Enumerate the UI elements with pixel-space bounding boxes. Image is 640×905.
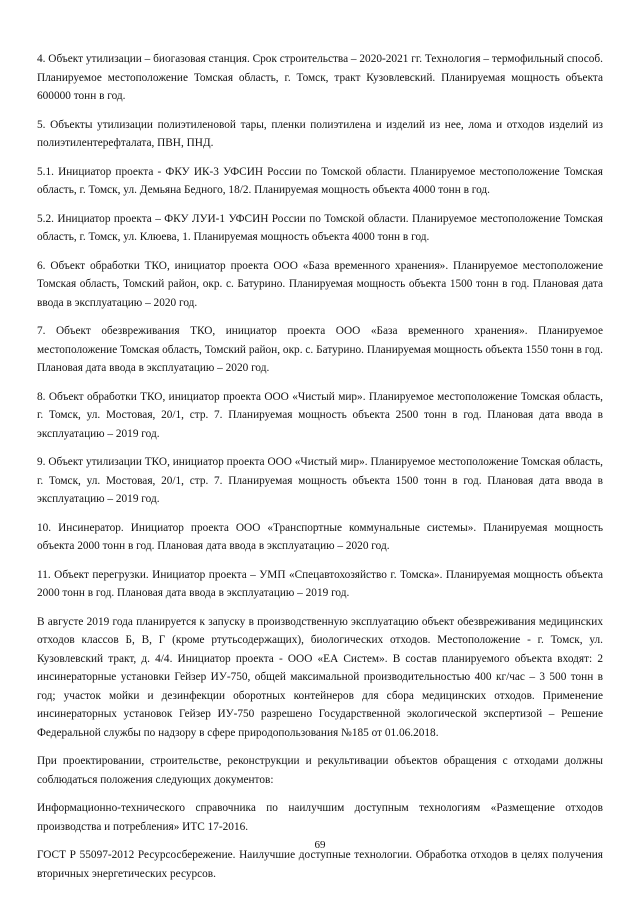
paragraph-item-9: 9. Объект утилизации ТКО, инициатор проекта ООО «Чистый мир». Планируемое местоположение Томская область, г. Томск, ул. Мостовая, 20/1, стр. 7. Планируемая мощность объекта 1500 тонн в год. Плановая дата ввода в эксплуатацию – 2019 год.: [37, 456, 603, 505]
paragraph-item-8: 8. Объект обработки ТКО, инициатор проекта ООО «Чистый мир». Планируемое местоположение Томская область, г. Томск, ул. Мостовая, 20/1, стр. 7. Планируемая мощность объекта 2500 тонн в год. Плановая дата ввода в эксплуатацию – 2019 год.: [37, 390, 603, 440]
paragraph-item-5-2: 5.2. Инициатор проекта – ФКУ ЛУИ-1 УФСИН России по Томской области. Планируемое местоположение Томская область, г. Томск, ул. Клюева, 1. Планируемая мощность объекта 4000 тонн в год.: [37, 212, 603, 243]
paragraph-item-5: 5. Объекты утилизации полиэтиленовой тары, пленки полиэтилена и изделий из нее, лома и отходов изделий из полиэтилентерефталата, ПВН, ПНД.: [37, 118, 603, 149]
page-number: 69: [314, 839, 326, 851]
paragraph-medical-waste: В августе 2019 года планируется к запуску в производственную эксплуатацию объект обезвреживания медицинских отходов классов Б, В, Г (кроме ртутьсодержащих), биологических отходов. Местоположение - г. Томск, ул. Кузовлевский тракт, д. 4/4. Инициатор проекта - ООО «ЕА Систем». В состав планируемого объекта входят: 2 инсинераторные установки Гейзер ИУ-750, общей максимальной производительностью 400 кг/час – 3 500 тонн в год; участок мойки и дезинфекции оборотных контейнеров для сбора медицинских отходов. Применение инсинераторных установок Гейзер ИУ-750 разрешено Государственной экологической экспертизой – Решение Федеральной службы по надзору в сфере природопользования №185 от 01.06.2018.: [37, 615, 603, 739]
paragraph-design-requirements: При проектировании, строительстве, реконструкции и рекультивации объектов обращения с отходами должны соблюдаться положения следующих документов:: [37, 755, 603, 786]
paragraph-item-5-1: 5.1. Инициатор проекта - ФКУ ИК-3 УФСИН России по Томской области. Планируемое местоположение Томская область, г. Томск, ул. Демьяна Бедного, 18/2. Планируемая мощность объекта 4000 тонн в год.: [37, 165, 603, 196]
paragraph-item-6: 6. Объект обработки ТКО, инициатор проекта ООО «База временного хранения». Планируемое местоположение Томская область, Томский район, окр. с. Батурино. Планируемая мощность объекта 1500 тонн в год. Плановая дата ввода в эксплуатацию – 2020 год.: [37, 259, 603, 309]
paragraph-its-reference: Информационно-технического справочника по наилучшим доступным технологиям «Размещение отходов производства и потребления» ИТС 17-2016.: [37, 802, 603, 833]
paragraph-item-11: 11. Объект перегрузки. Инициатор проекта – УМП «Спецавтохозяйство г. Томска». Планируемая мощность объекта 2000 тонн в год. Плановая дата ввода в эксплуатацию – 2019 год.: [37, 568, 603, 599]
paragraph-item-10: 10. Инсинератор. Инициатор проекта ООО «Транспортные коммунальные системы». Планируемая мощность объекта 2000 тонн в год. Плановая дата ввода в эксплуатацию – 2020 год.: [37, 521, 603, 552]
paragraph-item-7: 7. Объект обезвреживания ТКО, инициатор проекта ООО «База временного хранения». Планируемое местоположение Томская область, Томский район, окр. с. Батурино. Планируемая мощность объекта 1550 тонн в год. Плановая дата ввода в эксплуатацию – 2020 год.: [37, 325, 603, 374]
document-body: [37, 50, 603, 893]
paragraph-item-4: 4. Объект утилизации – биогазовая станция. Срок строительства – 2020-2021 гг. Технология – термофильный способ. Планируемое местоположение Томская область, г. Томск, тракт Кузовлевский. Планируемая мощность объекта 600000 тонн в год.: [37, 53, 603, 102]
paragraph-gost-reference: ГОСТ Р 55097-2012 Ресурсосбережение. Наилучшие доступные технологии. Обработка отходов в целях получения вторичных энергетических ресурсов.: [37, 849, 603, 880]
